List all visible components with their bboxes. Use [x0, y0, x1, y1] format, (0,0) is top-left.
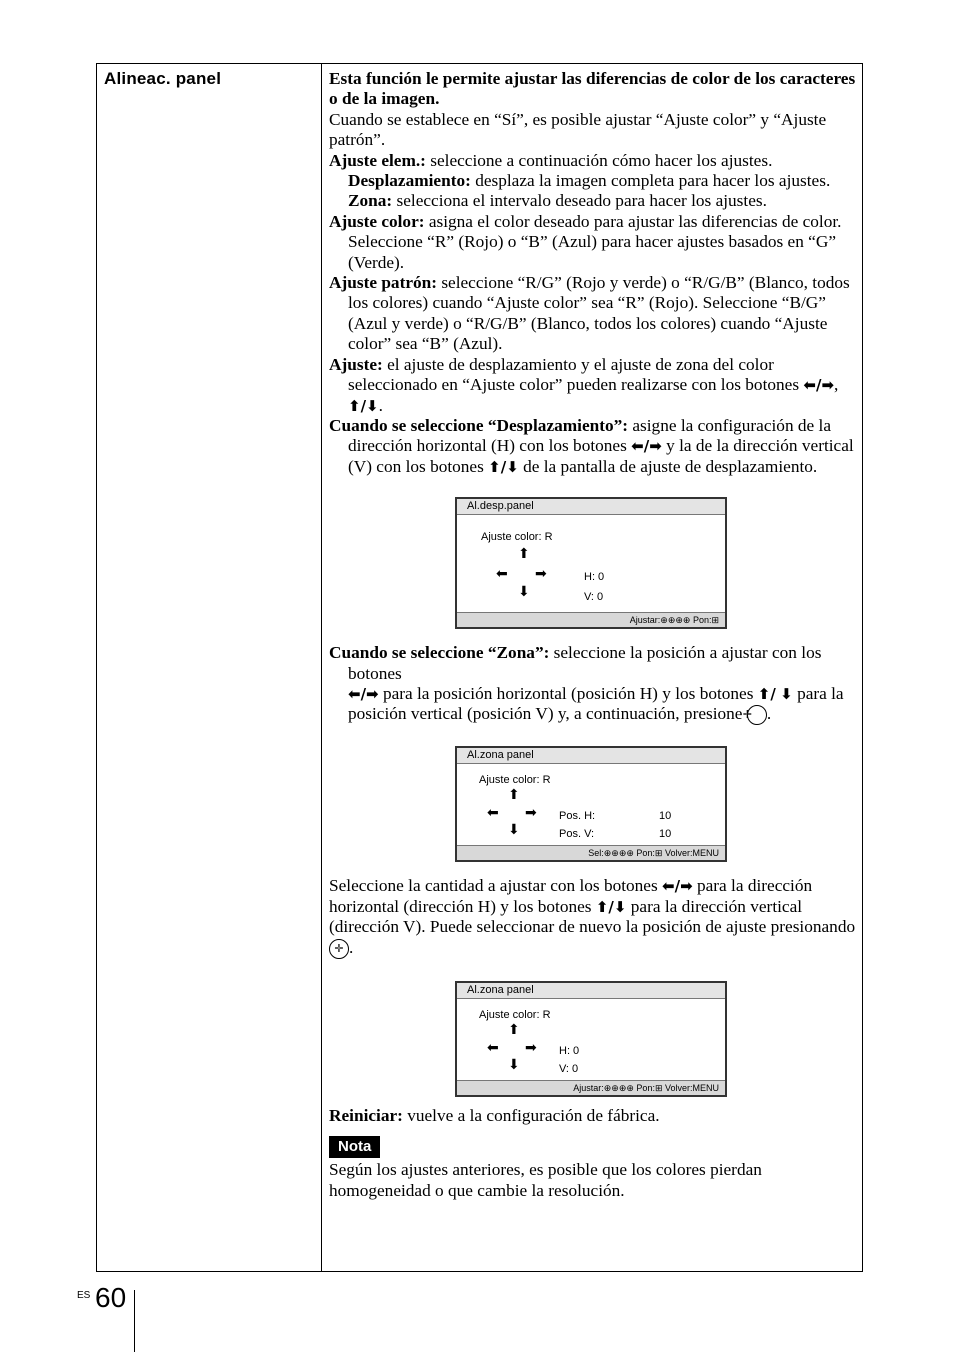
para-cantidad: Seleccione la cantidad a ajustar con los botones ⬅/➡ para la dirección horizontal (dirección H) y los botones ⬆/⬇ para la dirección vertical (dirección V). Puede seleccionar de nuevo la posición de ajuste presionando ✛ . — [329, 876, 857, 958]
down-arrow-icon: ⬇ — [780, 684, 793, 703]
item-ajuste-color: Ajuste color: asigna el color deseado para ajustar las diferencias de color. Seleccione “R” (Rojo) o “B” (Azul) para hacer ajustes basados en “G” (Verde). — [329, 211, 842, 272]
screen-title: Al.desp.panel — [457, 499, 725, 515]
screen-h-value: H: 0 — [559, 1044, 580, 1057]
up-arrow-icon: ⬆/ — [757, 684, 776, 703]
item-reiniciar: Reiniciar: vuelve a la configuración de fábrica. — [329, 1105, 660, 1125]
right-arrow-icon: ➡ — [535, 566, 547, 583]
left-right-arrows-icon: ⬅/➡ — [662, 877, 693, 896]
item-ajuste: Ajuste: el ajuste de desplazamiento y el ajuste de zona del color seleccionado en “Ajuste color” pueden realizarse con los botones ⬅/➡, ⬆/⬇. — [329, 354, 839, 415]
screen-v-value: V: 0 — [559, 1062, 579, 1075]
left-right-arrows-icon: ⬅/➡ — [631, 437, 662, 456]
left-right-arrows-icon: ⬅/➡ — [803, 376, 835, 395]
item-ajuste-patron: Ajuste patrón: seleccione “R/G” (Rojo y verde) o “R/G/B” (Blanco, todos los colores) cuando “Ajuste color” sea “R” (Rojo). Seleccione “B/G” (Azul y verde) o “R/G/B” (Blanco, todos los colores) cuando “Ajuste color” sea “B” (Azul). — [329, 273, 850, 354]
screen-posv-value: 10 — [659, 828, 672, 841]
left-arrow-icon: ⬅ — [487, 805, 499, 822]
screen-title: Al.zona panel — [457, 983, 725, 999]
enter-button-icon: ✛ — [747, 705, 767, 725]
screen-ajuste-color: Ajuste color: R — [481, 531, 553, 544]
up-down-arrows-icon: ⬆/⬇ — [488, 457, 519, 476]
settings-table — [96, 63, 863, 1272]
screen-posh-label: Pos. H: — [559, 810, 596, 823]
up-arrow-icon: ⬆ — [508, 1021, 520, 1038]
left-arrow-icon: ⬅ — [487, 1039, 499, 1056]
down-arrow-icon: ⬇ — [508, 822, 520, 839]
column-divider — [321, 64, 322, 1271]
screen-footer: Ajustar:⊕⊕⊕⊕ Pon:⊞ Volver:MENU — [457, 1080, 725, 1095]
down-arrow-icon: ⬇ — [508, 1056, 520, 1073]
nota-text: Según los ajustes anteriores, es posible que los colores pierdan homogeneidad o que cambie la resolución. — [329, 1160, 762, 1200]
screen-h-value: H: 0 — [584, 571, 605, 584]
up-down-arrows-icon: ⬆/⬇ — [595, 897, 627, 916]
screen-zona-panel-2 — [455, 981, 727, 1097]
item-desplazamiento: Desplazamiento: desplaza la imagen completa para hacer los ajustes. — [348, 171, 831, 191]
screen-desp-panel — [455, 497, 727, 629]
screen-ajuste-color: Ajuste color: R — [479, 1008, 551, 1021]
enter-button-icon: ✛ — [329, 939, 349, 959]
screen-ajuste-color: Ajuste color: R — [479, 774, 551, 787]
screen-v-value: V: 0 — [584, 591, 604, 604]
nota-badge: Nota — [329, 1136, 380, 1158]
screen-title: Al.zona panel — [457, 748, 725, 764]
screen-posh-value: 10 — [659, 810, 672, 823]
item-cuando-zona: Cuando se seleccione “Zona”: seleccione la posición a ajustar con los botones ⬅/➡ para la posición horizontal (posición H) y los botones ⬆/ ⬇ para la posición vertical (posición V) y, a continuación, presione ✛ . — [329, 643, 857, 725]
item-ajuste-elem: Ajuste elem.: seleccione a continuación cómo hacer los ajustes. — [329, 150, 773, 170]
up-arrow-icon: ⬆ — [508, 787, 520, 804]
left-arrow-icon: ⬅ — [496, 566, 508, 583]
item-cuando-desplazamiento: Cuando se seleccione “Desplazamiento”: asigne la configuración de la dirección horizontal (H) con los botones ⬅/➡ y la de la dirección vertical (V) con los botones ⬆/⬇ de la pantalla de ajuste de desplazamiento. — [329, 415, 854, 476]
right-arrow-icon: ➡ — [525, 805, 537, 822]
up-arrow-icon: ⬆ — [518, 546, 530, 563]
setting-description — [329, 69, 857, 1201]
page-number: 60 — [95, 1282, 127, 1313]
screen-footer: Sel:⊕⊕⊕⊕ Pon:⊞ Volver:MENU — [457, 845, 725, 860]
page-language: ES — [77, 1290, 91, 1301]
intro-bold: Esta función le permite ajustar las diferencias de color de los caracteres o de la imagen. — [329, 69, 856, 109]
down-arrow-icon: ⬇ — [518, 584, 530, 601]
item-zona: Zona: selecciona el intervalo deseado para hacer los ajustes. — [348, 191, 767, 211]
up-down-arrows-icon: ⬆/⬇ — [348, 396, 379, 415]
screen-posv-label: Pos. V: — [559, 828, 595, 841]
left-right-arrows-icon: ⬅/➡ — [348, 684, 379, 703]
right-arrow-icon: ➡ — [525, 1039, 537, 1056]
screen-zona-panel-1 — [455, 746, 727, 862]
page-margin-line — [134, 1290, 135, 1352]
intro-text: Cuando se establece en “Sí”, es posible ajustar “Ajuste color” y “Ajuste patrón”. — [329, 109, 827, 150]
setting-name: Alineac. panel — [104, 69, 222, 88]
screen-footer: Ajustar:⊕⊕⊕⊕ Pon:⊞ — [457, 612, 725, 627]
